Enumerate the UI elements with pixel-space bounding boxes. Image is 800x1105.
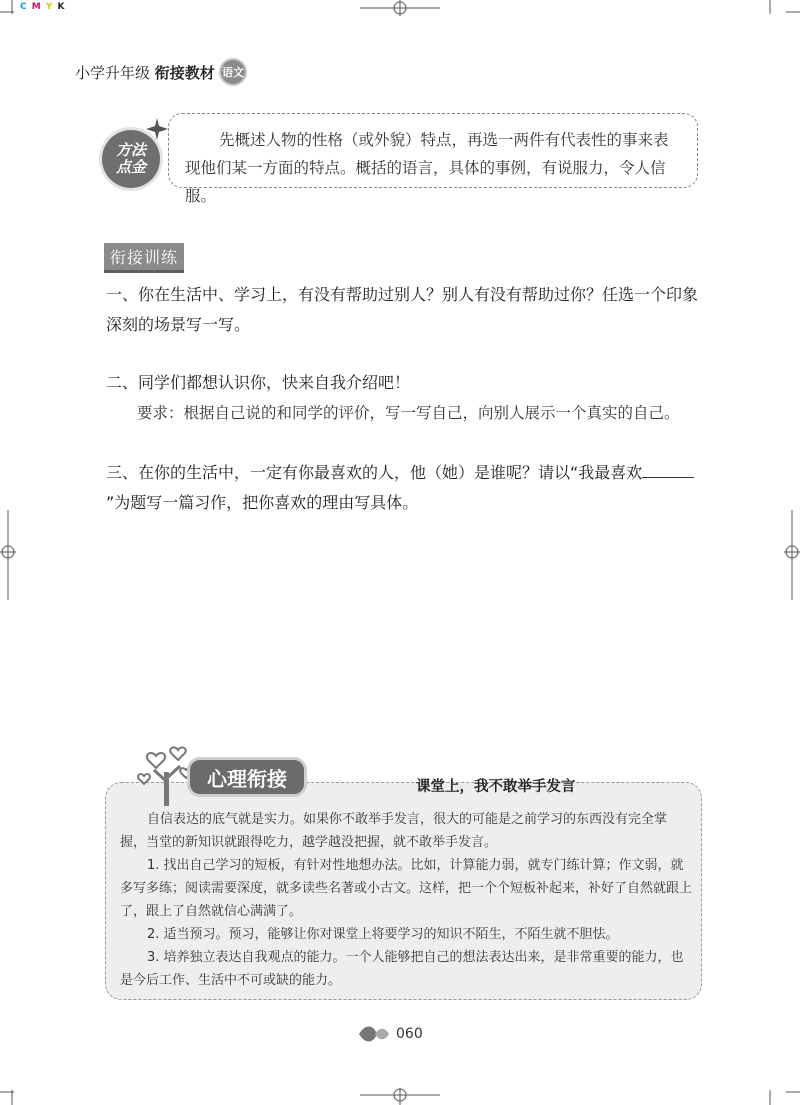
page-ornament-icon xyxy=(355,1023,391,1045)
psych-point-3 xyxy=(120,946,692,992)
psych-point-1 xyxy=(120,854,692,923)
psych-point-3-body: 一个人能够把自己的想法表达出来，是非常重要的能力，也是今后工作、生活中不可或缺的能力。 xyxy=(120,950,684,988)
cmyk-m: M xyxy=(31,2,42,12)
tip-badge-line2: 点金 xyxy=(115,158,146,176)
psychology-title: 课堂上，我不敢举手发言 xyxy=(416,779,576,795)
header-prefix: 小学升年级 xyxy=(75,64,155,82)
subject-badge: 语文 xyxy=(219,58,247,86)
exercise-2-requirement: 要求：根据自己说的和同学的评价，写一写自己，向别人展示一个真实的自己。 xyxy=(137,404,680,422)
cmyk-k: K xyxy=(57,2,66,12)
exercise-3-part1: 三、在你的生活中，一定有你最喜欢的人，他（她）是谁呢？请以“我最喜欢 xyxy=(106,463,643,482)
book-title: 衔接教材 xyxy=(154,64,215,82)
running-header xyxy=(75,62,215,83)
psych-point-2-body: 预习，能够让你对课堂上将要学习的知识不陌生，不陌生就不胆怯。 xyxy=(228,927,619,942)
method-tip-box xyxy=(168,113,698,205)
heart-tree-icon xyxy=(136,742,198,806)
cmyk-c: C xyxy=(20,2,28,12)
tip-text: 先概述人物的性格（或外貌）特点，再选一两件有代表性的事来表现他们某一方面的特点。概括的语言，具体的事例，有说服力，令人信服。 xyxy=(185,131,669,205)
exercise-1: 一、你在生活中、学习上，有没有帮助过别人？别人有没有帮助过你？任选一个印象深刻的场景写一写。 xyxy=(106,285,699,334)
psych-point-1-body: 比如，计算能力弱，就专门练计算；作文弱，就多写多练；阅读需要深度，就多读些名著或小古文。这样，把一个个短板补起来，补好了自然就跟上了，跟上了自然就信心满满了。 xyxy=(120,858,693,919)
psych-point-2 xyxy=(120,923,692,946)
cmyk-y: Y xyxy=(45,2,54,12)
psychology-banner: 心理衔接 xyxy=(190,760,304,794)
exercise-2: 二、同学们都想认识你，快来自我介绍吧！ xyxy=(106,373,411,392)
psych-point-3-head: 3. 培养独立表达自我观点的能力。 xyxy=(147,950,346,965)
psych-point-1-head: 1. 找出自己学习的短板，有针对性地想办法。 xyxy=(147,858,411,873)
sparkle-icon xyxy=(146,118,168,140)
psych-point-2-head: 2. 适当预习。 xyxy=(147,927,229,942)
answer-blank xyxy=(642,459,694,478)
page-number: 060 xyxy=(396,1026,423,1042)
section-label-training: 衔接训练 xyxy=(104,243,184,273)
psychology-body xyxy=(120,808,692,992)
exercise-3-part2: ”为题写一篇习作，把你喜欢的理由写具体。 xyxy=(106,493,419,512)
psych-intro: 自信表达的底气就是实力。如果你不敢举手发言，很大的可能是之前学习的东西没有完全掌握，当堂的新知识就跟得吃力，越学越没把握，就不敢举手发言。 xyxy=(120,812,668,850)
exercise-3 xyxy=(106,458,706,518)
tip-badge-line1: 方法 xyxy=(115,141,146,159)
